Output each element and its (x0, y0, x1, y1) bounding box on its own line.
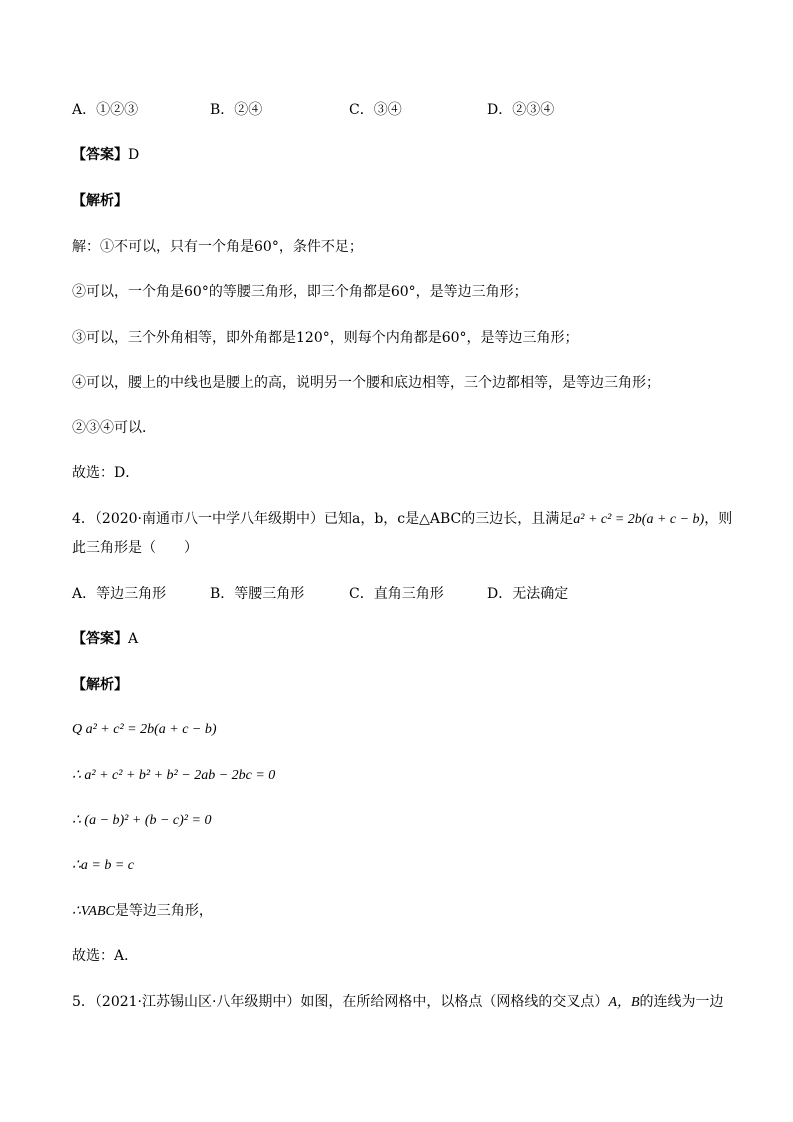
answer-value: A (128, 631, 139, 647)
q3-option-d: D．②③④ (487, 102, 555, 118)
q3-option-c: C．③④ (349, 102, 402, 118)
q3-analysis-line-2: ②可以，一个角是60°的等腰三角形，即三个角都是60°，是等边三角形； (72, 284, 528, 300)
q4-option-a: A．等边三角形 (72, 586, 167, 602)
q4-step-4: ∴a = b = c (72, 858, 135, 873)
q4-step-1: Q a² + c² = 2b(a + c − b) (72, 722, 217, 737)
q4-stem-line-2: 此三角形是（ ） (72, 540, 198, 556)
q4-stem-line-1 (72, 510, 732, 529)
q5-stem-part1: 5．（2021·江苏锡山区·八年级期中）如图，在所给网格中，以格点（网格线的交叉点） (72, 994, 609, 1010)
q3-analysis-line-6: 故选：D． (72, 465, 140, 481)
q4-stem-formula: a² + c² = 2b(a + c − b) (573, 512, 705, 527)
q3-option-a: A．①②③ (72, 102, 139, 118)
q4-conclusion-math: ∴VABC (72, 904, 115, 919)
answer-tag: 【答案】 (72, 147, 128, 163)
q4-option-d: D．无法确定 (487, 586, 569, 602)
q4-conclusion (72, 902, 213, 921)
q3-option-b: B．②④ (210, 102, 263, 118)
q4-option-c: C．直角三角形 (349, 586, 444, 602)
q4-conclusion-text: 是等边三角形， (114, 903, 213, 919)
q4-stem-part1: 4．（2020·南通市八一中学八年级期中）已知a，b，c是△ABC的三边长，且满足 (72, 511, 574, 527)
q3-analysis-line-1: 解：①不可以，只有一个角是60°，条件不足； (72, 239, 363, 255)
q3-analysis-line-3: ③可以，三个外角相等，即外角都是120°，则每个内角都是60°，是等边三角形； (72, 330, 579, 346)
q4-stem-part2: ，则 (704, 511, 733, 527)
q5-stem-part2: 的连线为一边 (639, 994, 724, 1010)
q5-stem-math: A，B (608, 995, 640, 1010)
answer-tag: 【答案】 (72, 631, 128, 647)
q3-answer (72, 146, 139, 164)
q4-answer (72, 630, 138, 648)
q3-analysis-line-4: ④可以，腰上的中线也是腰上的高，说明另一个腰和底边相等，三个边都相等，是等边三角形； (72, 375, 660, 391)
q3-analysis-tag: 【解析】 (72, 193, 128, 209)
q3-analysis-line-5: ②③④可以． (72, 420, 156, 436)
q5-stem-line-1 (72, 993, 724, 1012)
q4-analysis-tag: 【解析】 (72, 677, 128, 693)
answer-value: D (128, 147, 140, 163)
q4-choose: 故选：A． (72, 948, 139, 964)
q4-step-2: ∴ a² + c² + b² + b² − 2ab − 2bc = 0 (72, 768, 276, 783)
q4-step-3: ∴ (a − b)² + (b − c)² = 0 (72, 813, 212, 828)
q4-option-b: B．等腰三角形 (210, 586, 305, 602)
